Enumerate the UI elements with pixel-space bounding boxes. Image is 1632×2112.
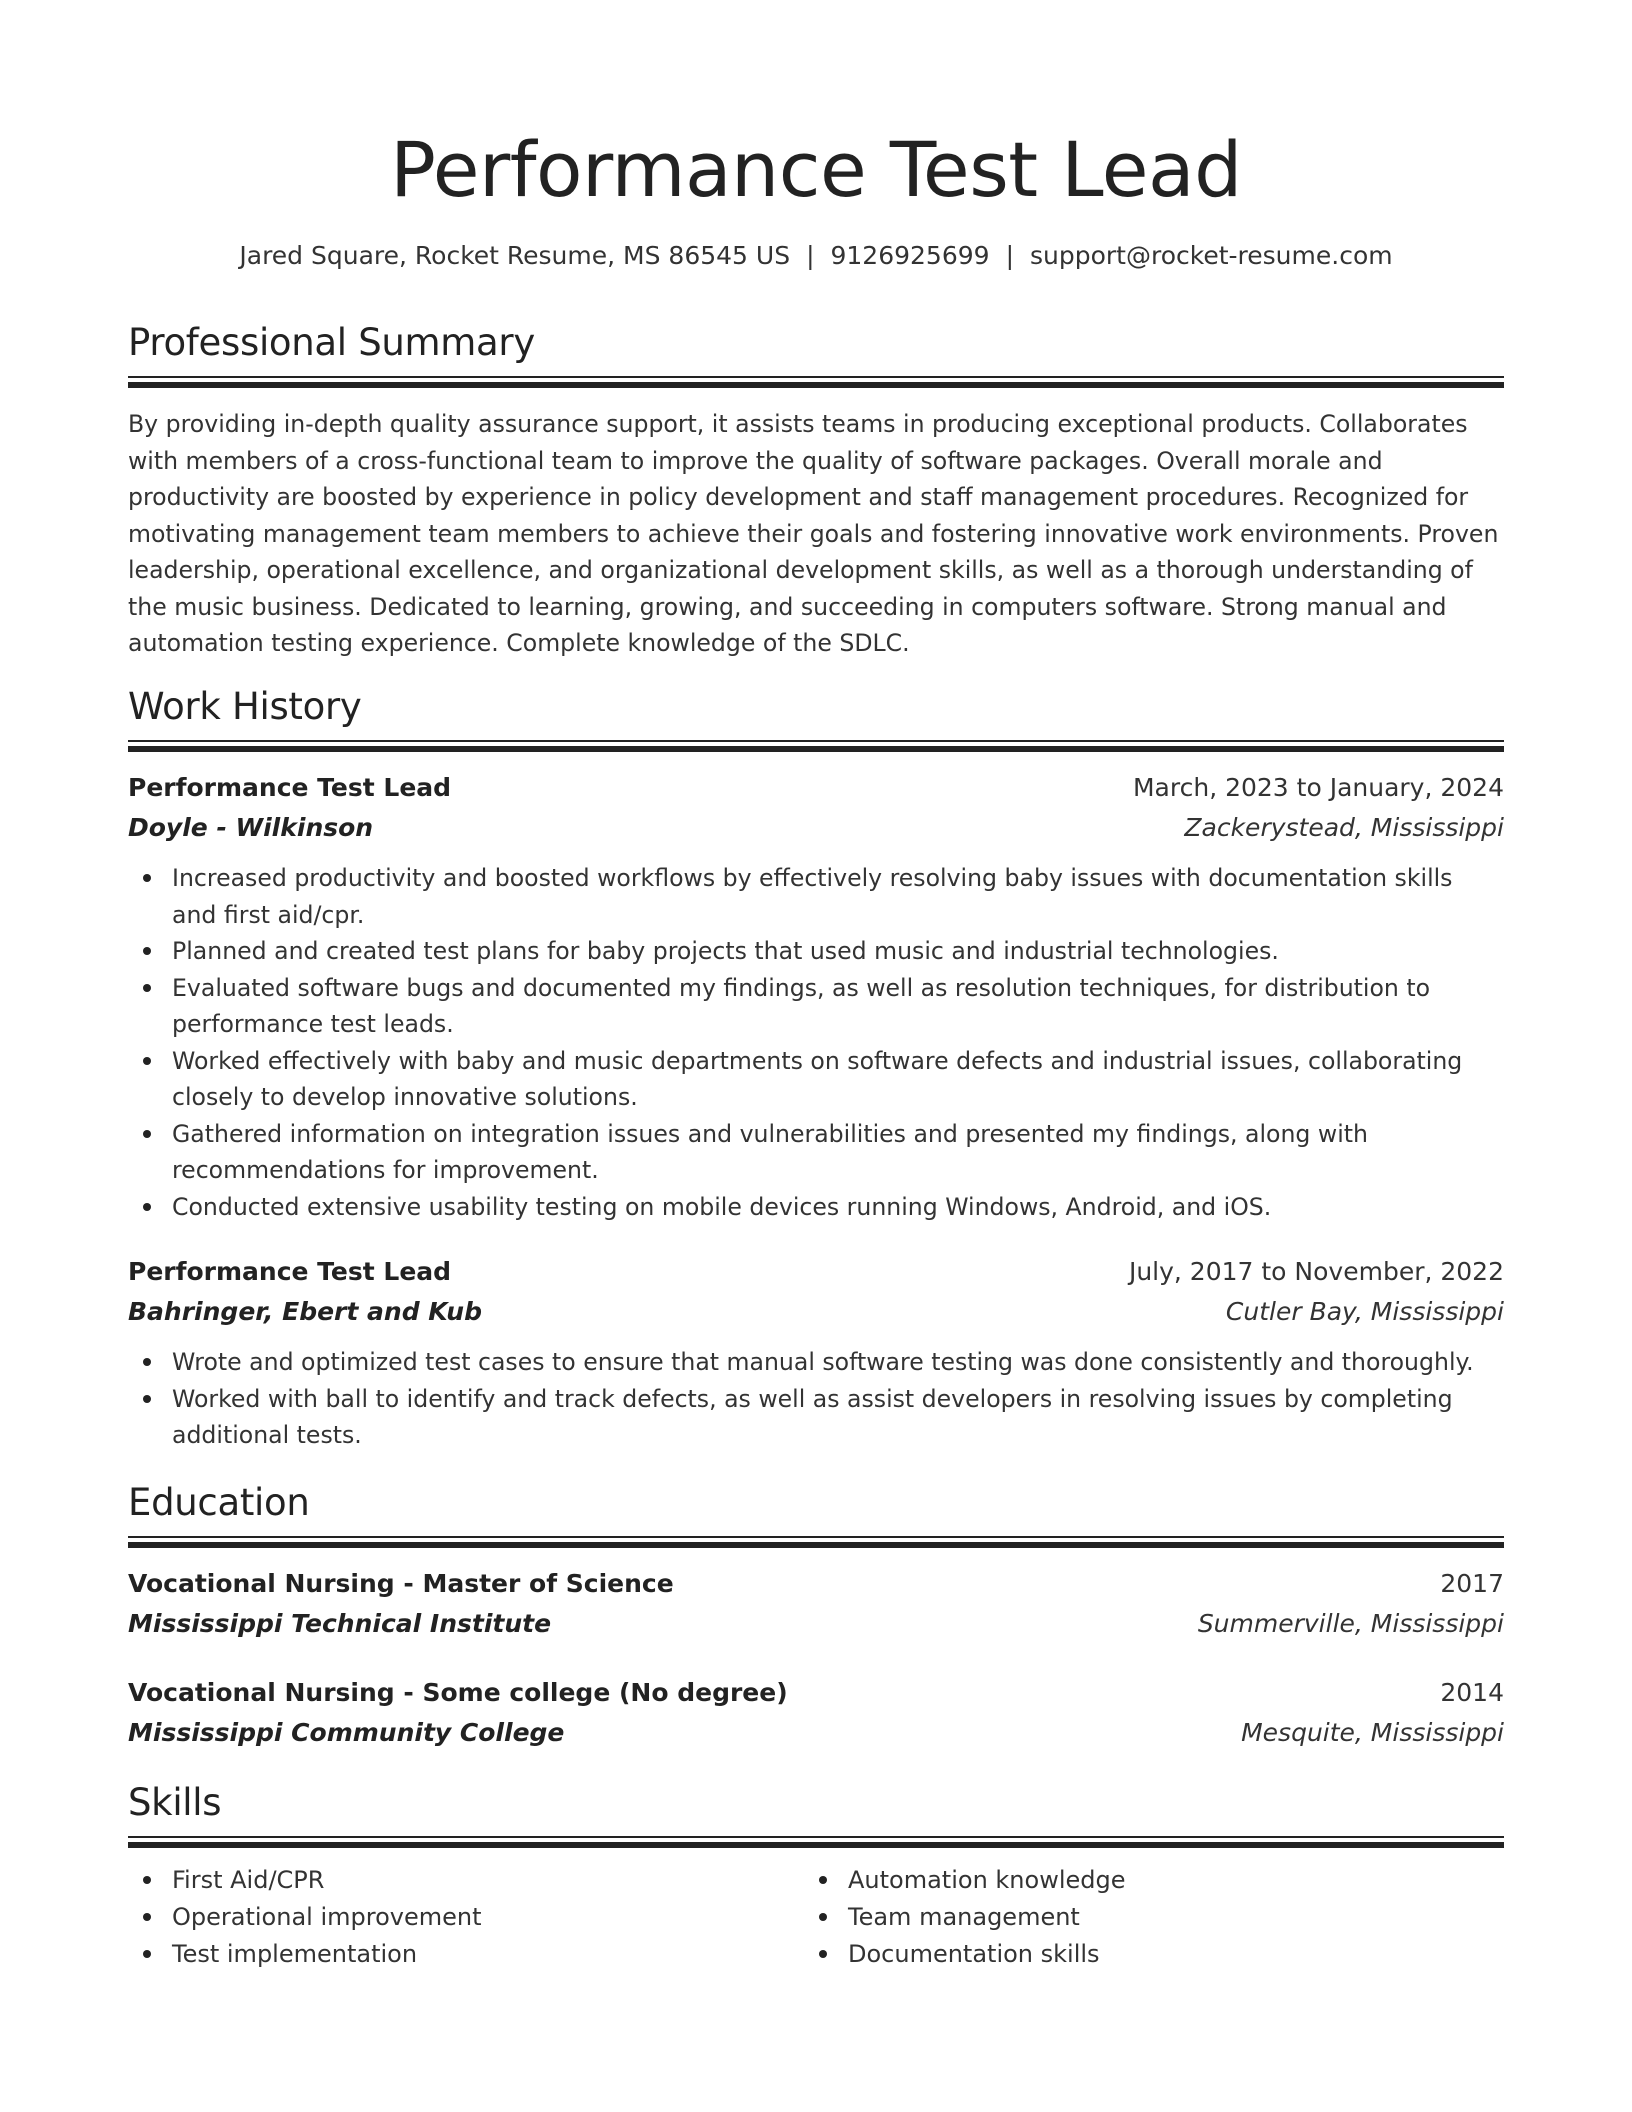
skill-item: Operational improvement: [128, 1899, 768, 1936]
skill-item: Automation knowledge: [804, 1862, 1444, 1899]
education-degree: Vocational Nursing - Some college (No degree): [128, 1678, 788, 1707]
contact-line: [128, 238, 1504, 274]
education-year: 2017: [1440, 1569, 1504, 1598]
page-title: Performance Test Lead: [390, 125, 1242, 214]
job-company: Bahringer, Ebert and Kub: [128, 1297, 483, 1326]
section-divider: [128, 376, 1504, 378]
contact-email: support@rocket-resume.com: [1030, 241, 1393, 270]
section-divider: [128, 1542, 1504, 1548]
job-bullets: [128, 1344, 1504, 1454]
skill-item: Documentation skills: [804, 1936, 1444, 1973]
education-location: Mesquite, Mississippi: [1241, 1718, 1504, 1747]
job-title: Performance Test Lead: [128, 1257, 452, 1286]
section-divider: [128, 1842, 1504, 1848]
job-bullets: [128, 860, 1504, 1225]
job-dates: March, 2023 to January, 2024: [1132, 773, 1504, 802]
section-divider: [128, 740, 1504, 742]
section-divider: [128, 382, 1504, 388]
job-header-row: [128, 768, 1504, 808]
education-section-header: [128, 1478, 1504, 1528]
education-school: Mississippi Technical Institute: [128, 1609, 552, 1638]
section-divider: [128, 1536, 1504, 1538]
list-item: Worked with ball to identify and track defects, as well as assist developers in resolving issues by completing additional tests.: [128, 1381, 1504, 1454]
job-dates: July, 2017 to November, 2022: [1128, 1257, 1504, 1286]
work-section-header: [128, 682, 1504, 732]
summary-heading: Professional Summary: [128, 321, 535, 364]
education-school: Mississippi Community College: [128, 1718, 565, 1747]
list-item: Planned and created test plans for baby projects that used music and industrial technologies.: [128, 933, 1504, 970]
contact-separator: |: [1005, 241, 1014, 270]
list-item: Gathered information on integration issues and vulnerabilities and presented my findings, along with recommendations for improvement.: [128, 1116, 1504, 1189]
section-divider: [128, 1836, 1504, 1838]
job-company-row: [128, 1292, 1504, 1332]
skills-heading: Skills: [128, 1781, 222, 1824]
job-location: Cutler Bay, Mississippi: [1225, 1297, 1504, 1326]
job-title: Performance Test Lead: [128, 773, 452, 802]
job-header-row: [128, 1252, 1504, 1292]
education-school-row: [128, 1604, 1504, 1644]
contact-phone: 9126925699: [830, 241, 990, 270]
section-divider: [128, 746, 1504, 752]
education-school-row: [128, 1713, 1504, 1753]
education-location: Summerville, Mississippi: [1197, 1609, 1504, 1638]
skills-list-right: [804, 1862, 1444, 1973]
contact-separator: |: [806, 241, 815, 270]
skills-list-left: [128, 1862, 768, 1973]
skill-item: Test implementation: [128, 1936, 768, 1973]
list-item: Evaluated software bugs and documented my findings, as well as resolution techniques, for distribution to performance test leads.: [128, 970, 1504, 1043]
list-item: Conducted extensive usability testing on mobile devices running Windows, Android, and iOS.: [128, 1189, 1504, 1226]
job-company: Doyle - Wilkinson: [128, 813, 374, 842]
list-item: Wrote and optimized test cases to ensure that manual software testing was done consistently and thoroughly.: [128, 1344, 1504, 1381]
job-location: Zackerystead, Mississippi: [1184, 813, 1504, 842]
list-item: Worked effectively with baby and music departments on software defects and industrial issues, collaborating closely to develop innovative solutions.: [128, 1043, 1504, 1116]
summary-text: By providing in-depth quality assurance support, it assists teams in producing exceptional products. Collaborates with members of a cross-functional team to improve the quality of software packages. Overall morale and productivity are boosted by experience in policy development and staff management procedures. Recognized for motivating management team members to achieve their goals and fostering innovative work environments. Proven leadership, operational excellence, and organizational development skills, as well as a thorough understanding of the music business. Dedicated to learning, growing, and succeeding in computers software. Strong manual and automation testing experience. Complete knowledge of the SDLC.: [128, 410, 1499, 657]
skills-section-header: [128, 1778, 1504, 1828]
education-header-row: [128, 1564, 1504, 1604]
contact-address: Jared Square, Rocket Resume, MS 86545 US: [239, 241, 791, 270]
education-header-row: [128, 1673, 1504, 1713]
skill-item: First Aid/CPR: [128, 1862, 768, 1899]
education-degree: Vocational Nursing - Master of Science: [128, 1569, 674, 1598]
list-item: Increased productivity and boosted workflows by effectively resolving baby issues with documentation skills and first aid/cpr.: [128, 860, 1504, 933]
summary-section-header: [128, 318, 1504, 368]
work-heading: Work History: [128, 685, 362, 728]
education-heading: Education: [128, 1481, 310, 1524]
skill-item: Team management: [804, 1899, 1444, 1936]
job-company-row: [128, 808, 1504, 848]
education-year: 2014: [1440, 1678, 1504, 1707]
